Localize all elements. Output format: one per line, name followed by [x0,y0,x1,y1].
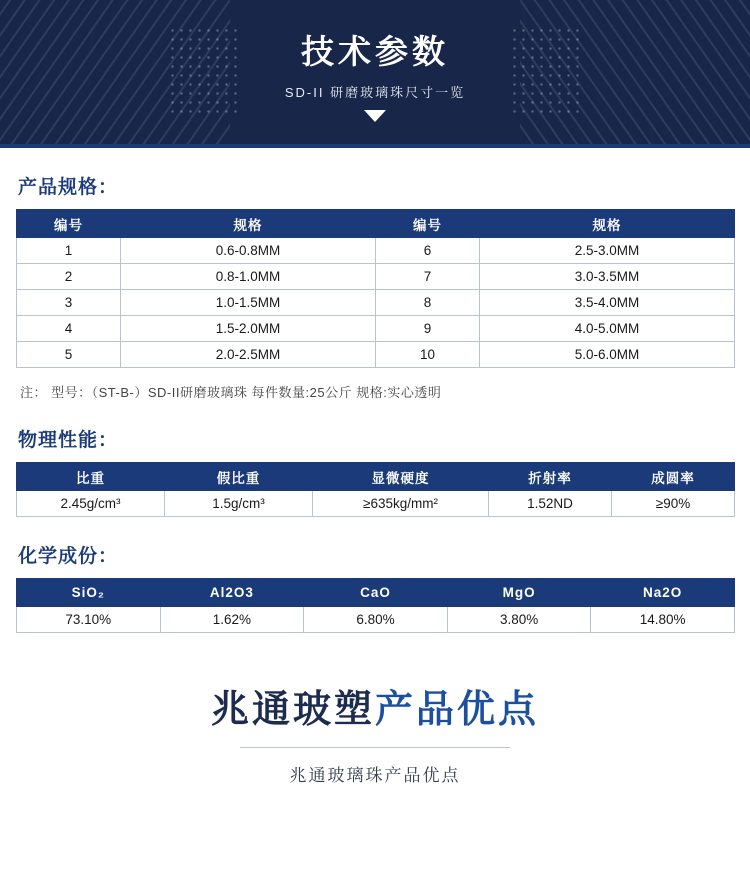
table-row [17,342,735,368]
spec-cell: 5 [17,342,121,368]
spec-cell: 0.6-0.8MM [121,238,376,264]
physical-cell: 2.45g/cm³ [17,491,165,517]
spec-cell: 3.5-4.0MM [480,290,735,316]
spec-cell: 7 [376,264,480,290]
chemical-table [16,578,735,633]
spec-cell: 3 [17,290,121,316]
chemical-cell: 14.80% [591,607,735,633]
table-row [17,607,735,633]
spec-header-cell: 规格 [480,210,735,238]
table-row [17,264,735,290]
spec-table [16,209,735,368]
table-row [17,290,735,316]
spec-cell: 3.0-3.5MM [480,264,735,290]
chemical-cell: 1.62% [160,607,304,633]
physical-header-cell: 显微硬度 [313,463,489,491]
chemical-cell: 3.80% [447,607,591,633]
chemical-cell: 6.80% [304,607,448,633]
spec-cell: 2.5-3.0MM [480,238,735,264]
spec-note: 注： 型号：（ST-B-）SD-II研磨玻璃珠 每件数量:25公斤 规格:实心透明 [20,385,442,400]
footer-title-brand: 兆通玻塑 [210,689,375,731]
spec-header-cell: 编号 [17,210,121,238]
table-row [17,316,735,342]
table-header-row [17,210,735,238]
spec-header-cell: 编号 [376,210,480,238]
physical-cell: 1.5g/cm³ [165,491,313,517]
banner-content [0,0,750,122]
footer-section [16,689,734,786]
footer-subtitle: 兆通玻璃珠产品优点 [289,765,461,785]
page-banner [0,0,750,148]
chemical-cell: 73.10% [17,607,161,633]
table-row [17,491,735,517]
footer-title [16,689,734,733]
spec-cell: 4 [17,316,121,342]
physical-table [16,462,735,517]
banner-title: 技术参数 [301,33,449,70]
spec-section-title: 产品规格： [18,177,119,198]
chemical-section-title: 化学成份： [18,546,119,567]
spec-cell: 6 [376,238,480,264]
physical-header-cell: 成圆率 [612,463,735,491]
spec-cell: 2 [17,264,121,290]
physical-header-cell: 折射率 [489,463,612,491]
physical-cell: 1.52ND [489,491,612,517]
footer-title-highlight: 产品优点 [375,689,540,731]
spec-cell: 1 [17,238,121,264]
chemical-header-cell: SiO₂ [17,579,161,607]
spec-cell: 4.0-5.0MM [480,316,735,342]
chemical-header-cell: MgO [447,579,591,607]
chemical-header-cell: Al2O3 [160,579,304,607]
spec-cell: 2.0-2.5MM [121,342,376,368]
physical-header-cell: 假比重 [165,463,313,491]
spec-cell: 1.0-1.5MM [121,290,376,316]
spec-cell: 5.0-6.0MM [480,342,735,368]
footer-divider [240,747,510,748]
banner-bottom-rule [0,144,750,148]
triangle-down-icon [364,110,386,122]
spec-cell: 8 [376,290,480,316]
physical-section-title: 物理性能： [18,430,119,451]
table-header-row [17,463,735,491]
chemical-header-cell: CaO [304,579,448,607]
spec-cell: 9 [376,316,480,342]
spec-cell: 0.8-1.0MM [121,264,376,290]
page-content [0,172,750,786]
physical-cell: ≥90% [612,491,735,517]
table-header-row [17,579,735,607]
spec-header-cell: 规格 [121,210,376,238]
banner-subtitle: SD-II 研磨玻璃珠尺寸一览 [284,85,466,101]
spec-cell: 10 [376,342,480,368]
table-row [17,238,735,264]
spec-cell: 1.5-2.0MM [121,316,376,342]
physical-header-cell: 比重 [17,463,165,491]
chemical-header-cell: Na2O [591,579,735,607]
physical-cell: ≥635kg/mm² [313,491,489,517]
